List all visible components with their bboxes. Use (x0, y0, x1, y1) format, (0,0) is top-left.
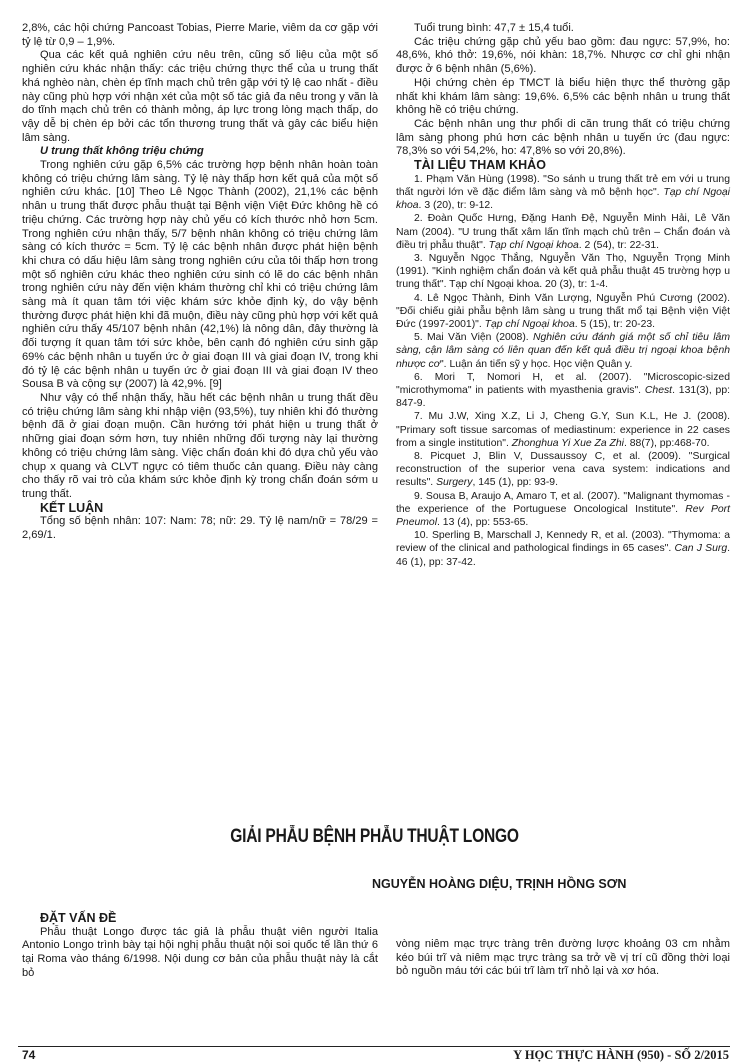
paragraph: vòng niêm mạc trực tràng trên đường lược khoảng 03 cm nhằm kéo búi trĩ và niêm mạc trực tràng sa trở về vị trí cũ đồng thời loại bỏ nguồn máu tới các búi trĩ làm trĩ nhỏ lại và xơ hóa. (396, 938, 730, 978)
reference-item: 4. Lê Ngọc Thành, Đinh Văn Lượng, Nguyễn Phú Cương (2002). "Đối chiếu giải phẫu bệnh lâm sàng u trung thất mổ tại Bệnh viện Việt Đức (1997-2001)". Tạp chí Ngoại khoa. 5 (15), tr: 20-23. (396, 292, 730, 330)
paragraph: Như vậy có thể nhận thấy, hầu hết các bệnh nhân u trung thất đều có triệu chứng lâm sàng khi nhập viện (93,5%), tuy nhiên khi đó thường bệnh đã ở giai đoạn muộn. Cần hướng tới phát hiện u trung thất ở những giai đoạn sớm hơn, tuy nhiên những đối tượng này lại thường không có triệu chứng lâm sàng. Việc chẩn đoán khi đó dựa chủ yếu vào chụp x quang và CLVT ngực có tiêm thuốc cản quang. Điều này càng cho thấy rõ vai trò của khám sức khỏe định kỳ trong chẩn đoán sớm u trung thất. (22, 391, 378, 500)
reference-item: 5. Mai Văn Viện (2008). Nghiên cứu đánh giá một số chỉ tiêu lâm sàng, cận lâm sàng có liên quan đến kết quả điều trị ngoại khoa bệnh nhược cơ". Luận án tiến sỹ y học. Học viện Quân y. (396, 332, 730, 370)
reference-item: 3. Nguyễn Ngọc Thắng, Nguyễn Văn Thọ, Nguyễn Trọng Minh (1991). "Kinh nghiệm chẩn đoán và kết quả phẫu thuật 45 trường hợp u trung thất". Tạp chí Ngoại khoa. 20 (3), tr: 1-4. (396, 252, 730, 291)
conclusion-heading: KẾT LUẬN (40, 500, 104, 515)
section-heading: ĐẶT VẤN ĐỀ (40, 911, 117, 925)
reference-item: 2. Đoàn Quốc Hưng, Đặng Hanh Đệ, Nguyễn Minh Hải, Lê Văn Nam (2004). "U trung thất xâm lấn tĩnh mạch chủ trên – Chẩn đoán và điều trị phẫu thuật". Tạp chí Ngoại khoa. 2 (54), tr: 22-31. (396, 213, 730, 251)
journal-name: Y HỌC THỰC HÀNH (950) - SỐ 2/2015 (513, 1048, 729, 1062)
paragraph: Phẫu thuật Longo được tác giả là phẫu thuật viên người Italia Antonio Longo trình bày tại hội nghị phẫu thuật nội soi quốc tế lần thứ 6 tại Roma vào tháng 6/1998. Nội dung cơ bản của phẫu thuật này là cắt bỏ (22, 925, 378, 979)
article-title: GIẢI PHẪU BỆNH PHẪU THUẬT LONGO (230, 826, 519, 847)
paragraph: Tổng số bệnh nhân: 107: Nam: 78; nữ: 29. Tỷ lệ nam/nữ = 78/29 = 2,69/1. (22, 515, 378, 542)
paragraph: 2,8%, các hội chứng Pancoast Tobias, Pierre Marie, viêm da cơ gặp với tỷ lệ từ 0,9 – 1,9%. (22, 22, 378, 48)
right-column (396, 22, 730, 569)
paragraph: Các triệu chứng gặp chủ yếu bao gồm: đau ngực: 57,9%, ho: 48,6%, khó thở: 19,6%, nói khàn: 18,7%. Nhược cơ chỉ ghi nhận được ở 6 bệnh nhân (5,6%). (396, 35, 730, 76)
reference-item: 10. Sperling B, Marschall J, Kennedy R, et al. (2003). "Thymoma: a review of the clinical and pathological findings in 65 cases". Can J Surg. 46 (1), pp: 37-42. (396, 530, 730, 568)
paragraph: Qua các kết quả nghiên cứu nêu trên, cũng số liệu của một số nghiên cứu khác nhận thấy: các triệu chứng thực thể của u trung thất khá nghèo nàn, chèn ép tĩnh mạch chủ trên gặp với tỷ lệ cao nhất - điều này cũng phù hợp với nhận xét của một số tác giả đa nêu trong y văn là do tĩnh mạch chủ trên có thành mỏng, áp lực trong lòng mạch thấp, do vậy dễ bị chèn ép bởi các tổn thương trung thất và gây các biểu hiện lâm sàng. (22, 49, 378, 144)
reference-item: 7. Mu J.W, Xing X.Z, Li J, Cheng G.Y, Sun K.L, He J. (2008). "Primary soft tissue sarcomas of mediastinum: experience in 22 cases from a single institution". Zhonghua Yi Xue Za Zhi. 88(7), pp:468-70. (396, 411, 730, 449)
intro-right-column (396, 938, 730, 979)
footer-divider (18, 1046, 730, 1047)
reference-item: 9. Sousa B, Araujo A, Amaro T, et al. (2007). "Malignant thymomas - the experience of the Portuguese Oncological Institute". Rev Port Pneumol. 13 (4), pp: 553-65. (396, 490, 731, 529)
reference-item: 1. Phạm Văn Hùng (1998). "So sánh u trung thất trẻ em với u trung thất người lớn về đặc điểm lâm sàng và mô bệnh học". Tạp chí Ngoại khoa. 3 (20), tr: 9-12. (396, 173, 730, 212)
reference-item: 6. Mori T, Nomori H, et al. (2007). "Microscopic-sized "microthymoma" in patients with myasthenia gravis". Chest. 131(3), pp: 847-9. (396, 371, 730, 410)
left-column (22, 22, 378, 543)
references-list (396, 173, 730, 569)
paragraph: Hội chứng chèn ép TMCT là biểu hiện thực thể thường gặp nhất khi khám lâm sàng: 19,6%. 6,5% các bệnh nhân u trung thất không hề có triệu chứng. (396, 76, 730, 117)
intro-left-column (22, 912, 378, 981)
subsection-heading: U trung thất không triệu chứng (40, 145, 204, 158)
paragraph: Trong nghiên cứu gặp 6,5% các trường hợp bệnh nhân hoàn toàn không có triệu chứng lâm sàng. Tỷ lệ này thấp hơn kết quả của một số nghiên cứu khác. [10] Theo Lê Ngọc Thành (2002), 21,1% các bệnh nhân u trung thất được phẫu thuật tại Bệnh viện Việt Đức không hề có triệu chứng. Các trường hợp này chủ yếu có kích thước nhỏ hơn 5cm. Trong nghiên cứu nhận thấy, 5/7 bệnh nhân không có triệu chứng lâm sàng có kích thước = 5cm. Tỷ lệ các bệnh nhân được phát hiện bệnh khi chưa có dấu hiệu lâm sàng trong nghiên cứu của tôi thấp hơn trong một số nghiên cứu khác theo nghiên cứu sinh có lẽ do các bệnh nhân trong nghiên cứu này đến viện khám thường chỉ khi có triệu chứng lâm sàng mà ít quan tâm tới việc khám sức khỏe định kỳ, do vậy bệnh thường được phát hiện khi đã muộn, điều này cũng phù hợp với kết quả nghiên cứu thấy 45/107 bệnh nhân (42,1%) là nông dân, đây thường là đối tượng ít quan tâm tới sức khỏe, bên cạnh đó nghiên cứu sinh gặp 69% các bệnh nhân u tuyến ức ở giai đoạn III và giai đoạn IV, trong khi đó tỷ lệ các bệnh nhân u tuyến ức ở giai đoạn III và giai đoạn IV theo Sousa B và cộng sự (2007) là 42,9%. [9] (22, 159, 378, 391)
references-heading: TÀI LIỆU THAM KHẢO (414, 158, 546, 173)
article-authors: NGUYỄN HOÀNG DIỆU, TRỊNH HỒNG SƠN (372, 877, 627, 891)
page-number: 74 (22, 1048, 36, 1062)
paragraph: Các bệnh nhân ung thư phổi di căn trung thất có triệu chứng lâm sàng phong phú hơn các bệnh nhân u tuyến ức (đau ngực: 78,3% so với 54,2%, ho: 47,8% so với 20,8%). (396, 117, 730, 158)
paragraph: Tuổi trung bình: 47,7 ± 15,4 tuổi. (414, 22, 574, 34)
reference-item: 8. Picquet J, Blin V, Dussaussoy C, et al. (2009). "Surgical reconstruction of the superior vena cava system: indications and results". Surgery, 145 (1), pp: 93-9. (396, 451, 730, 489)
